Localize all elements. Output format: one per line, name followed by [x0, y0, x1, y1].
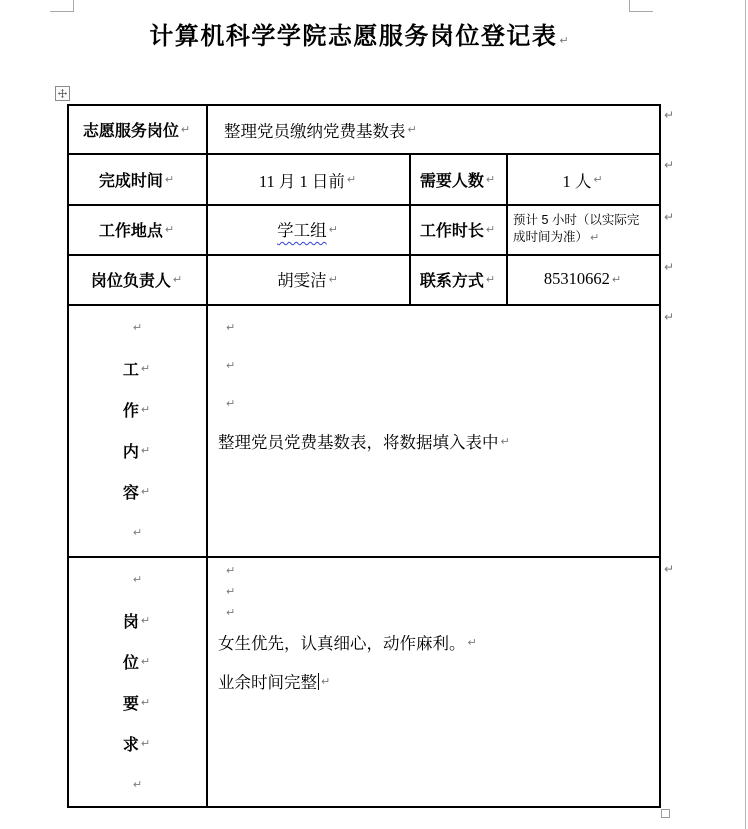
cell-duration-value[interactable]: 预计 5 小时（以实际完 成时间为准） ↵	[513, 213, 640, 244]
cell-headcount-value[interactable]: 1 人 ↵	[562, 171, 603, 191]
table-resize-handle[interactable]	[661, 809, 670, 818]
paragraph-mark: ↵	[140, 403, 151, 416]
cell-deadline-value[interactable]: 11 月 1 日前 ↵	[258, 171, 357, 191]
cell-end-mark: ↵	[164, 222, 175, 236]
move-cross-icon	[58, 85, 67, 103]
table-move-handle[interactable]	[55, 86, 70, 101]
cell-end-mark: ↵	[485, 222, 496, 236]
cell-end-mark: ↵	[328, 272, 338, 286]
cell-duration-label[interactable]: 工作时长 ↵	[419, 222, 496, 240]
paragraph-mark: ↵	[226, 585, 236, 598]
page-right-edge	[745, 0, 746, 829]
text-boundary-mark-top-right	[629, 11, 653, 12]
cell-end-mark: ↵	[611, 272, 622, 286]
paragraph-mark: ↵	[226, 320, 236, 334]
paragraph-mark: ↵	[140, 737, 151, 750]
paragraph-mark: ↵	[226, 358, 236, 372]
paragraph-mark: ↵	[140, 485, 151, 498]
cell-work-content-value[interactable]: ↵ ↵ ↵ 整理党员党费基数表，将数据填入表中 ↵	[218, 320, 510, 452]
cell-end-mark: ↵	[485, 173, 496, 186]
paragraph-mark: ↵	[132, 778, 143, 791]
cell-end-mark: ↵	[321, 674, 331, 688]
paragraph-mark: ↵	[467, 635, 477, 649]
cell-end-mark: ↵	[180, 123, 191, 136]
cell-work-content-label[interactable]: ↵ 工 ↵ 作 ↵ 内 ↵ 容 ↵ ↵	[122, 321, 151, 539]
paragraph-mark: ↵	[226, 564, 236, 577]
paragraph-mark: ↵	[559, 34, 569, 47]
cell-manager-value[interactable]: 胡雯洁 ↵	[277, 271, 338, 290]
cell-position-label[interactable]: 志愿服务岗位 ↵	[82, 123, 191, 140]
cell-contact-label[interactable]: 联系方式 ↵	[419, 272, 496, 290]
paragraph-mark: ↵	[226, 606, 236, 619]
paragraph-mark: ↵	[140, 444, 151, 457]
text-cursor	[318, 673, 319, 690]
document-title-text: 计算机科学学院志愿服务岗位登记表	[149, 24, 558, 50]
cell-end-mark: ↵	[346, 173, 357, 186]
cell-end-mark: ↵	[593, 173, 603, 186]
cell-end-mark: ↵	[328, 222, 338, 236]
cell-end-mark: ↵	[500, 434, 510, 448]
cell-requirements-value[interactable]: ↵ ↵ ↵ 女生优先，认真细心，动作麻利。 ↵ 业余时间完整 ↵	[218, 564, 477, 692]
cell-end-mark: ↵	[172, 272, 183, 286]
cell-contact-value[interactable]: 85310662 ↵	[543, 269, 622, 288]
row-end-mark: ↵	[664, 108, 675, 122]
row-end-mark: ↵	[664, 310, 675, 324]
text-boundary-mark-top-right	[629, 0, 630, 12]
cell-manager-label[interactable]: 岗位负责人 ↵	[90, 272, 183, 290]
row-end-mark: ↵	[664, 562, 675, 576]
row-end-mark: ↵	[664, 158, 675, 172]
cell-end-mark: ↵	[164, 173, 175, 186]
paragraph-mark: ↵	[140, 362, 151, 375]
cell-end-mark: ↵	[590, 231, 600, 244]
paragraph-mark: ↵	[226, 396, 236, 410]
cell-end-mark: ↵	[485, 272, 496, 286]
cell-position-value[interactable]: 整理党员缴纳党费基数表 ↵	[224, 121, 417, 141]
cell-workplace-value[interactable]	[208, 206, 407, 252]
paragraph-mark: ↵	[132, 321, 143, 334]
cell-workplace-label[interactable]: 工作地点 ↵	[98, 222, 175, 240]
grammar-checked-text: 学工组	[277, 221, 327, 240]
text-boundary-mark-top-left	[73, 0, 74, 12]
cell-end-mark: ↵	[407, 123, 417, 136]
paragraph-mark: ↵	[132, 526, 143, 539]
paragraph-mark: ↵	[132, 573, 143, 586]
row-end-mark: ↵	[664, 210, 675, 224]
paragraph-mark: ↵	[140, 696, 151, 709]
text-boundary-mark-top-left	[50, 11, 74, 12]
paragraph-mark: ↵	[140, 614, 151, 627]
cell-deadline-label[interactable]: 完成时间 ↵	[98, 173, 175, 190]
cell-requirements-label[interactable]: ↵ 岗 ↵ 位 ↵ 要 ↵ 求 ↵ ↵	[122, 573, 151, 791]
row-end-mark: ↵	[664, 260, 675, 274]
cell-headcount-label[interactable]: 需要人数 ↵	[419, 173, 496, 190]
paragraph-mark: ↵	[140, 655, 151, 668]
document-title[interactable]	[74, 16, 644, 51]
table-border	[67, 806, 661, 808]
